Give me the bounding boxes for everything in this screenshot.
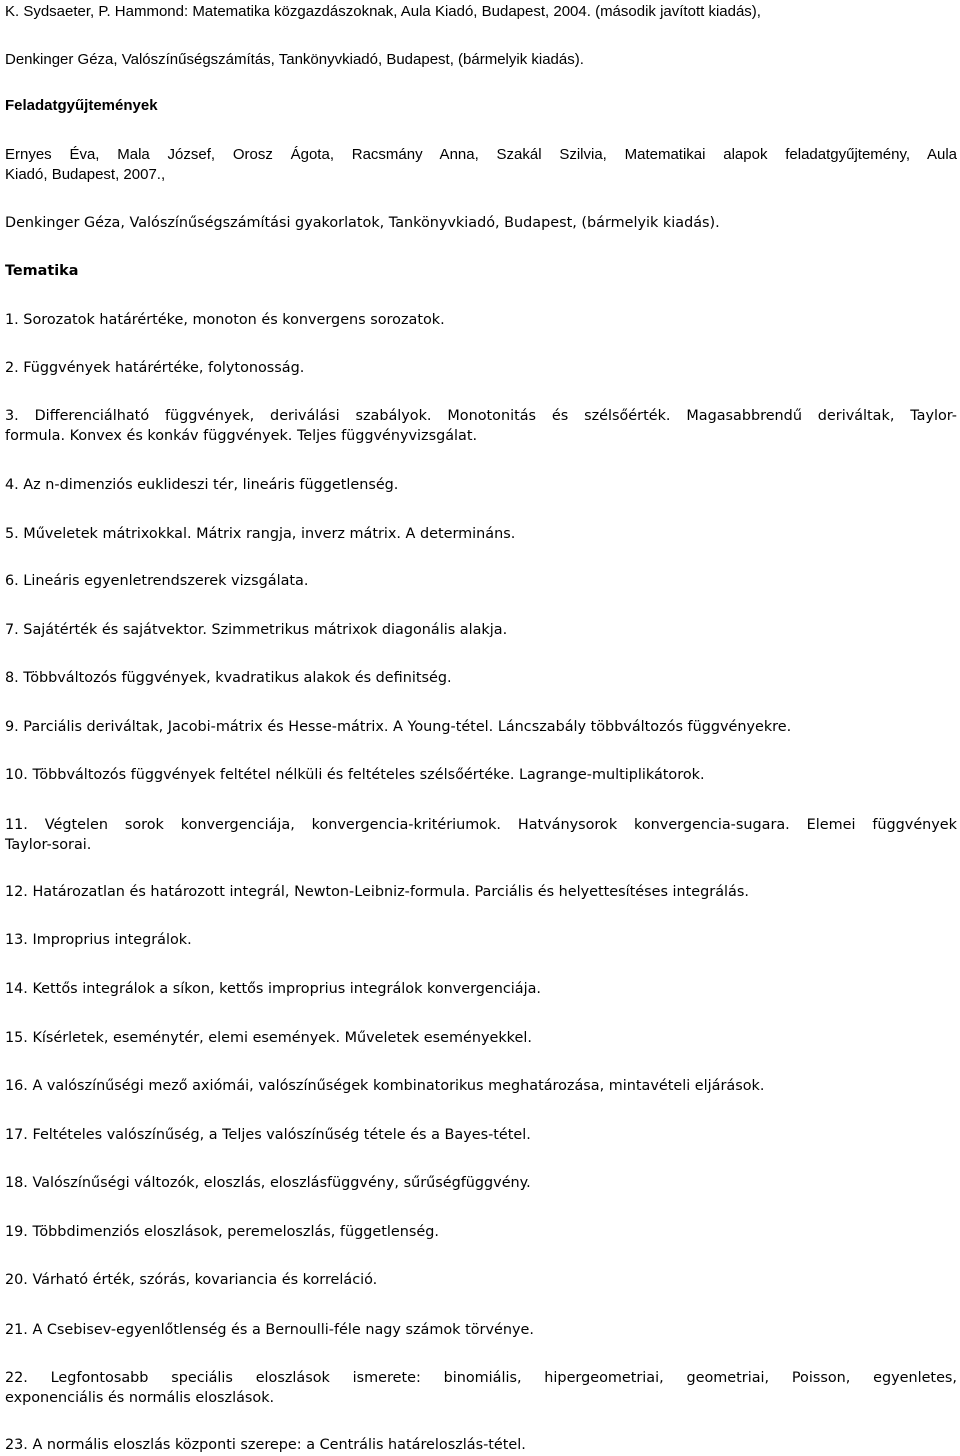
- syllabus-topic-11: [5, 815, 957, 855]
- syllabus-topic-22-line-2: exponenciális és normális eloszlások.: [5, 1390, 275, 1406]
- syllabus-heading: Tematika: [5, 263, 79, 279]
- syllabus-topic-3-line-2: formula. Konvex és konkáv függvények. Teljes függvényvizsgálat.: [5, 428, 478, 444]
- syllabus-topic-15: 15. Kísérletek, eseménytér, elemi események. Műveletek eseményekkel.: [5, 1030, 532, 1046]
- exercise-book-ernyes: [5, 145, 957, 185]
- syllabus-topic-17: 17. Feltételes valószínűség, a Teljes valószínűség tétele és a Bayes-tétel.: [5, 1127, 531, 1143]
- syllabus-topic-10: 10. Többváltozós függvények feltétel nélküli és feltételes szélsőértéke. Lagrange-multiplikátorok.: [5, 767, 705, 783]
- syllabus-topic-4: 4. Az n-dimenziós euklideszi tér, lineáris függetlenség.: [5, 477, 399, 493]
- exercises-heading: Feladatgyűjtemények: [5, 97, 158, 114]
- syllabus-topic-12: 12. Határozatlan és határozott integrál, Newton-Leibniz-formula. Parciális és helyettesítéses integrálás.: [5, 884, 749, 900]
- reference-denkinger: Denkinger Géza, Valószínűségszámítás, Tankönyvkiadó, Budapest, (bármelyik kiadás).: [5, 51, 584, 68]
- syllabus-topic-20: 20. Várható érték, szórás, kovariancia és korreláció.: [5, 1272, 378, 1288]
- syllabus-topic-18: 18. Valószínűségi változók, eloszlás, eloszlásfüggvény, sűrűségfüggvény.: [5, 1175, 531, 1191]
- syllabus-topic-22-line-1: 22. Legfontosabb speciális eloszlások ismerete: binomiális, hipergeometriai, geometriai, Poisson, egyenletes,: [5, 1370, 957, 1386]
- syllabus-topic-19: 19. Többdimenziós eloszlások, peremeloszlás, függetlenség.: [5, 1224, 439, 1240]
- syllabus-topic-7: 7. Sajátérték és sajátvektor. Szimmetrikus mátrixok diagonális alakja.: [5, 622, 508, 638]
- syllabus-topic-6: 6. Lineáris egyenletrendszerek vizsgálata.: [5, 573, 309, 589]
- syllabus-topic-21: 21. A Csebisev-egyenlőtlenség és a Bernoulli-féle nagy számok törvénye.: [5, 1322, 534, 1338]
- syllabus-topic-22: [5, 1368, 957, 1408]
- syllabus-topic-3-line-1: 3. Differenciálható függvények, deriválási szabályok. Monotonitás és szélsőérték. Magasabbrendű deriváltak, Taylor-: [5, 408, 957, 424]
- syllabus-topic-11-line-2: Taylor-sorai.: [5, 837, 92, 853]
- syllabus-topic-11-line-1: 11. Végtelen sorok konvergenciája, konvergencia-kritériumok. Hatványsorok konvergencia-sugara. Elemei függvények: [5, 817, 957, 833]
- syllabus-topic-16: 16. A valószínűségi mező axiómái, valószínűségek kombinatorikus meghatározása, mintavételi eljárások.: [5, 1078, 765, 1094]
- exercise-book-denkinger: Denkinger Géza, Valószínűségszámítási gyakorlatok, Tankönyvkiadó, Budapest, (bármelyik kiadás).: [5, 215, 720, 231]
- syllabus-topic-2: 2. Függvények határértéke, folytonosság.: [5, 360, 305, 376]
- reference-sydsaeter: K. Sydsaeter, P. Hammond: Matematika közgazdászoknak, Aula Kiadó, Budapest, 2004. (második javított kiadás),: [5, 3, 761, 20]
- syllabus-topic-14: 14. Kettős integrálok a síkon, kettős improprius integrálok konvergenciája.: [5, 981, 542, 997]
- exercise-book-ernyes-line-2: Kiadó, Budapest, 2007.,: [5, 166, 166, 183]
- syllabus-topic-5: 5. Műveletek mátrixokkal. Mátrix rangja, inverz mátrix. A determináns.: [5, 526, 516, 542]
- syllabus-topic-13: 13. Improprius integrálok.: [5, 932, 192, 948]
- syllabus-topic-8: 8. Többváltozós függvények, kvadratikus alakok és definitség.: [5, 670, 452, 686]
- syllabus-topic-9: 9. Parciális deriváltak, Jacobi-mátrix és Hesse-mátrix. A Young-tétel. Láncszabály többváltozós függvényekre.: [5, 719, 792, 735]
- syllabus-topic-23: 23. A normális eloszlás központi szerepe: a Centrális határeloszlás-tétel.: [5, 1437, 526, 1453]
- exercise-book-ernyes-line-1: Ernyes Éva, Mala József, Orosz Ágota, Racsmány Anna, Szakál Szilvia, Matematikai alapok feladatgyűjtemény, Aula: [5, 146, 957, 163]
- syllabus-topic-3: [5, 406, 957, 446]
- syllabus-topic-1: 1. Sorozatok határértéke, monoton és konvergens sorozatok.: [5, 312, 445, 328]
